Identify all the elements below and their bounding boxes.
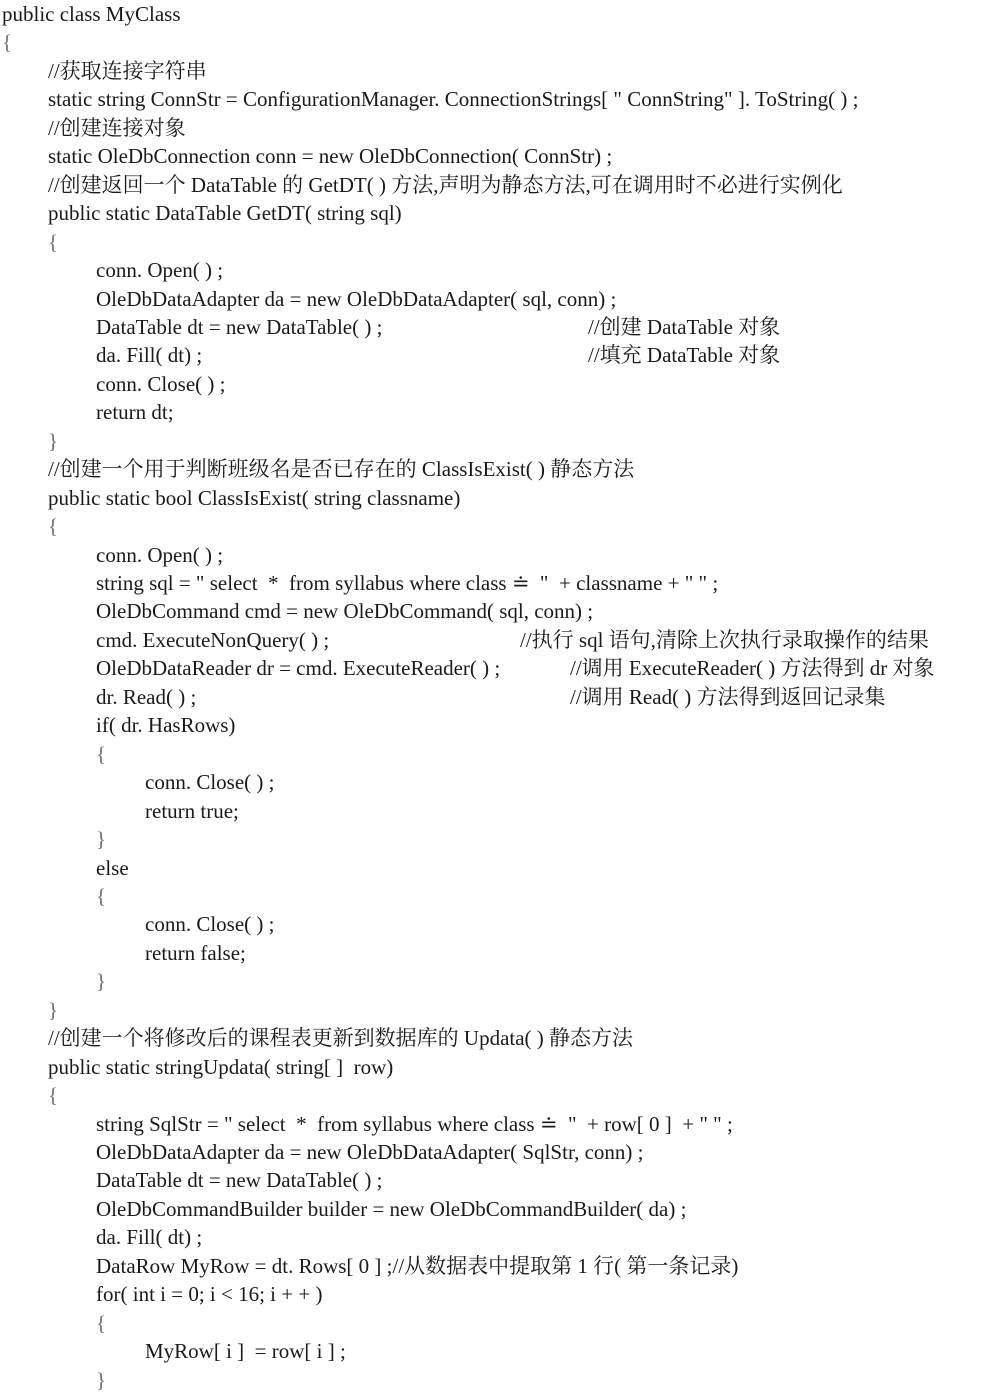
code-line (0, 740, 1002, 768)
code-text: OleDbCommandBuilder builder = new OleDbCommandBuilder( da) ; (96, 1196, 687, 1221)
code-text: conn. Open( ) ; (96, 542, 224, 567)
code-line (0, 114, 1002, 142)
code-line (0, 57, 1002, 85)
code-text: DataRow MyRow = dt. Rows[ 0 ] ;//从数据表中提取第 1 行( 第一条记录) (96, 1253, 739, 1278)
code-line (0, 398, 1002, 426)
code-text: static string ConnStr = ConfigurationManager. ConnectionStrings[ " ConnString" ]. ToString( ) ; (48, 87, 859, 112)
code-line (0, 427, 1002, 455)
code-brace: { (48, 229, 59, 254)
code-line (0, 967, 1002, 995)
code-line (0, 285, 1002, 313)
code-text: //创建一个用于判断班级名是否已存在的 ClassIsExist( ) 静态方法 (48, 457, 635, 482)
code-line (0, 654, 1002, 682)
code-line (0, 85, 1002, 113)
code-text: return dt; (96, 400, 174, 425)
code-brace: { (96, 883, 107, 908)
code-text: MyRow[ i ] = row[ i ] ; (145, 1339, 346, 1364)
code-line (0, 512, 1002, 540)
code-line (0, 797, 1002, 825)
code-text: string sql = " select * from syllabus where class ≐ " + classname + " " ; (96, 571, 719, 595)
code-text: return false; (145, 940, 246, 965)
code-text: conn. Close( ) ; (145, 770, 275, 795)
code-text: OleDbDataAdapter da = new OleDbDataAdapter( SqlStr, conn) ; (96, 1140, 644, 1164)
code-text: //获取连接字符串 (48, 58, 207, 83)
code-text: static OleDbConnection conn = new OleDbConnection( ConnStr) ; (48, 144, 613, 169)
code-line (0, 228, 1002, 256)
code-line (0, 569, 1002, 597)
code-line (0, 626, 1002, 654)
code-line (0, 1252, 1002, 1280)
code-text: else (96, 855, 129, 880)
code-line (0, 1024, 1002, 1052)
code-line (0, 370, 1002, 398)
code-line (0, 199, 1002, 227)
code-line (0, 484, 1002, 512)
code-text: conn. Close( ) ; (96, 371, 226, 396)
code-line (0, 541, 1002, 569)
code-text: return true; (145, 798, 239, 823)
code-text: cmd. ExecuteNonQuery( ) ; (96, 627, 330, 652)
code-line (0, 825, 1002, 853)
code-line (0, 910, 1002, 938)
code-line (0, 313, 1002, 341)
code-line (0, 1223, 1002, 1251)
code-line (0, 882, 1002, 910)
code-line (0, 597, 1002, 625)
code-line (0, 341, 1002, 369)
code-text: dr. Read( ) ; (96, 684, 197, 709)
code-text: public static stringUpdata( string[ ] row) (48, 1054, 394, 1079)
code-line (0, 1166, 1002, 1194)
code-text: conn. Close( ) ; (145, 912, 275, 937)
code-text: //创建连接对象 (48, 115, 186, 140)
code-line (0, 1337, 1002, 1365)
code-text: conn. Open( ) ; (96, 258, 224, 283)
code-line (0, 683, 1002, 711)
code-text: DataTable dt = new DataTable( ) ; (96, 1168, 383, 1193)
code-line (0, 1081, 1002, 1109)
code-line (0, 28, 1002, 56)
code-line (0, 1138, 1002, 1166)
code-text: public static DataTable GetDT( string sql) (48, 201, 402, 226)
code-text: for( int i = 0; i < 16; i + + ) (96, 1282, 323, 1307)
code-line (0, 1280, 1002, 1308)
code-line (0, 1309, 1002, 1337)
code-text: if( dr. HasRows) (96, 713, 236, 738)
code-text: //创建返回一个 DataTable 的 GetDT( ) 方法,声明为静态方法,可在调用时不必进行实例化 (48, 172, 843, 197)
code-brace: { (48, 514, 59, 539)
code-line (0, 768, 1002, 796)
code-line (0, 1366, 1002, 1394)
code-comment: //调用 ExecuteReader( ) 方法得到 dr 对象 (570, 656, 935, 681)
code-text: public static bool ClassIsExist( string classname) (48, 485, 461, 510)
code-line (0, 0, 1002, 28)
code-comment: //执行 sql 语句,清除上次执行录取操作的结果 (520, 627, 929, 652)
code-line (0, 854, 1002, 882)
code-brace: { (96, 741, 107, 766)
code-line (0, 455, 1002, 483)
code-line (0, 1110, 1002, 1138)
code-brace: } (48, 428, 59, 453)
code-text: //创建一个将修改后的课程表更新到数据库的 Updata( ) 静态方法 (48, 1026, 634, 1051)
code-brace: } (96, 1367, 107, 1392)
code-brace: } (96, 827, 107, 852)
code-brace: { (48, 1083, 59, 1108)
code-line (0, 939, 1002, 967)
code-text: public class MyClass (2, 2, 181, 26)
code-comment: //填充 DataTable 对象 (588, 343, 781, 368)
code-brace: { (2, 30, 13, 55)
code-line (0, 711, 1002, 739)
code-line (0, 996, 1002, 1024)
code-line (0, 1195, 1002, 1223)
code-text: string SqlStr = " select * from syllabus where class ≐ " + row[ 0 ] + " " ; (96, 1111, 733, 1136)
code-comment: //创建 DataTable 对象 (588, 314, 781, 339)
code-line (0, 256, 1002, 284)
code-line (0, 171, 1002, 199)
code-text: da. Fill( dt) ; (96, 1225, 203, 1250)
code-text: OleDbDataAdapter da = new OleDbDataAdapter( sql, conn) ; (96, 286, 617, 311)
code-text: DataTable dt = new DataTable( ) ; (96, 314, 383, 339)
code-comment: //调用 Read( ) 方法得到返回记录集 (570, 684, 886, 709)
code-brace: } (96, 969, 107, 994)
code-text: da. Fill( dt) ; (96, 343, 203, 368)
code-text: OleDbCommand cmd = new OleDbCommand( sql, conn) ; (96, 599, 594, 624)
code-text: OleDbDataReader dr = cmd. ExecuteReader( ) ; (96, 656, 501, 681)
code-line (0, 1053, 1002, 1081)
code-brace: } (48, 997, 59, 1022)
code-brace: { (96, 1310, 107, 1335)
code-line (0, 142, 1002, 170)
